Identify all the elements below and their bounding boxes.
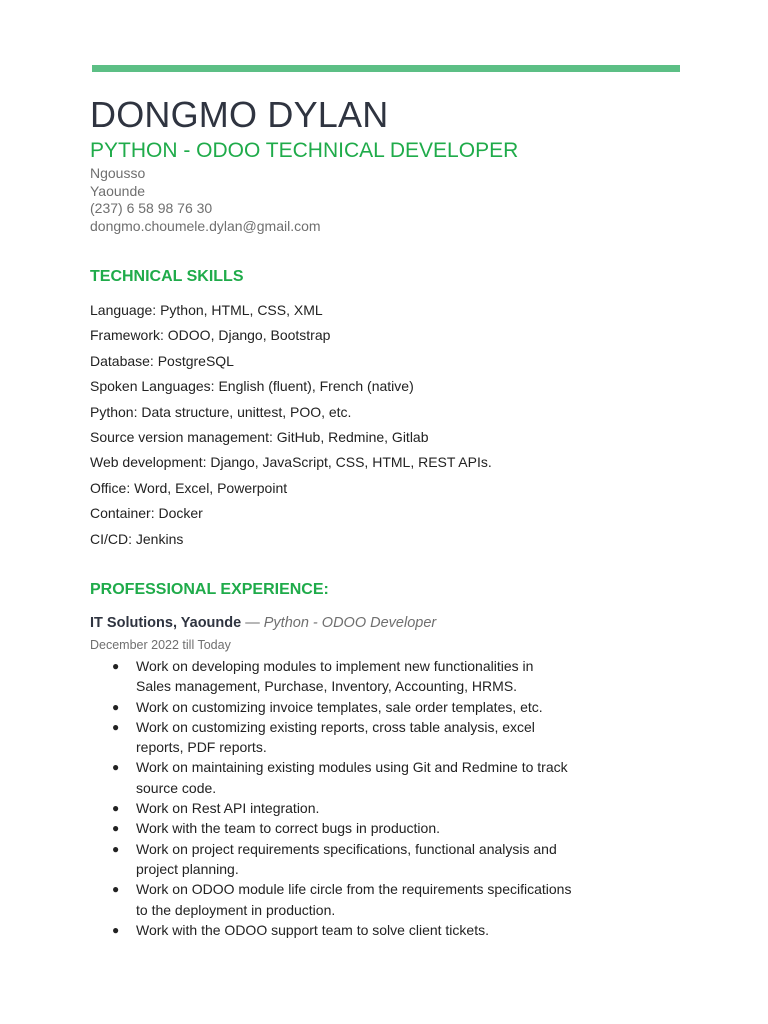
list-item <box>112 697 572 717</box>
duty-text: Work with the ODOO support team to solve client tickets. <box>136 921 489 938</box>
skill-item: Container: Docker <box>90 505 203 522</box>
header-accent-bar <box>92 65 680 72</box>
duty-text: Work on project requirements specifications, functional analysis and project planning. <box>136 840 557 877</box>
experience-section-title: PROFESSIONAL EXPERIENCE: <box>90 581 329 598</box>
skill-item: Source version management: GitHub, Redmine, Gitlab <box>90 429 429 446</box>
skill-item: Database: PostgreSQL <box>90 352 234 369</box>
job-separator: — <box>241 615 264 631</box>
duty-text: Work on customizing invoice templates, sale order templates, etc. <box>136 698 543 715</box>
skill-item: Spoken Languages: English (fluent), French (native) <box>90 378 414 395</box>
job-company: IT Solutions, Yaounde <box>90 615 242 631</box>
contact-phone: (237) 6 58 98 76 30 <box>90 200 213 216</box>
contact-neighborhood: Ngousso <box>90 165 146 181</box>
skill-item: CI/CD: Jenkins <box>90 530 184 547</box>
job-position: Python - ODOO Developer <box>263 615 437 631</box>
duty-text: Work on Rest API integration. <box>136 800 320 817</box>
bullet-icon: ● <box>112 821 120 836</box>
contact-city: Yaounde <box>90 182 146 199</box>
bullet-icon: ● <box>112 699 120 714</box>
contact-email: dongmo.choumele.dylan@gmail.com <box>90 217 321 234</box>
bullet-icon: ● <box>112 801 120 816</box>
job-dates: December 2022 till Today <box>90 638 231 652</box>
bullet-icon: ● <box>112 922 120 937</box>
duty-text: Work on developing modules to implement new functionalities in Sales management, Purchase, Inventory, Accounting, HRMS. <box>136 658 534 695</box>
duty-text: Work on customizing existing reports, cross table analysis, excel reports, PDF reports. <box>136 718 535 756</box>
list-item <box>112 757 572 798</box>
bullet-icon: ● <box>112 841 120 856</box>
bullet-icon: ● <box>112 760 120 775</box>
list-item <box>112 920 572 940</box>
candidate-name: DONGMO DYLAN <box>90 94 389 135</box>
list-item <box>112 839 572 880</box>
list-item <box>112 798 572 818</box>
job-header <box>90 613 436 633</box>
duty-text: Work on maintaining existing modules using Git and Redmine to track source code. <box>136 759 568 796</box>
bullet-icon: ● <box>112 659 120 673</box>
job-duties-list <box>112 656 572 940</box>
contact-block <box>90 165 690 235</box>
list-item <box>112 818 572 838</box>
skill-item: Framework: ODOO, Django, Bootstrap <box>90 327 331 344</box>
skill-item: Python: Data structure, unittest, POO, etc. <box>90 403 352 420</box>
bullet-icon: ● <box>112 719 120 734</box>
list-item <box>112 717 572 758</box>
duty-text: Work on ODOO module life circle from the requirements specifications to the deployment in production. <box>136 881 572 918</box>
list-item <box>112 879 572 920</box>
duty-text: Work with the team to correct bugs in production. <box>136 820 440 837</box>
bullet-icon: ● <box>112 882 120 897</box>
candidate-role: PYTHON - ODOO TECHNICAL DEVELOPER <box>90 139 519 162</box>
skills-list <box>90 298 690 552</box>
skill-item: Language: Python, HTML, CSS, XML <box>90 302 323 318</box>
skills-section-title: TECHNICAL SKILLS <box>90 268 244 285</box>
skill-item: Office: Word, Excel, Powerpoint <box>90 479 288 496</box>
skill-item: Web development: Django, JavaScript, CSS, HTML, REST APIs. <box>90 454 492 471</box>
list-item <box>112 656 572 697</box>
